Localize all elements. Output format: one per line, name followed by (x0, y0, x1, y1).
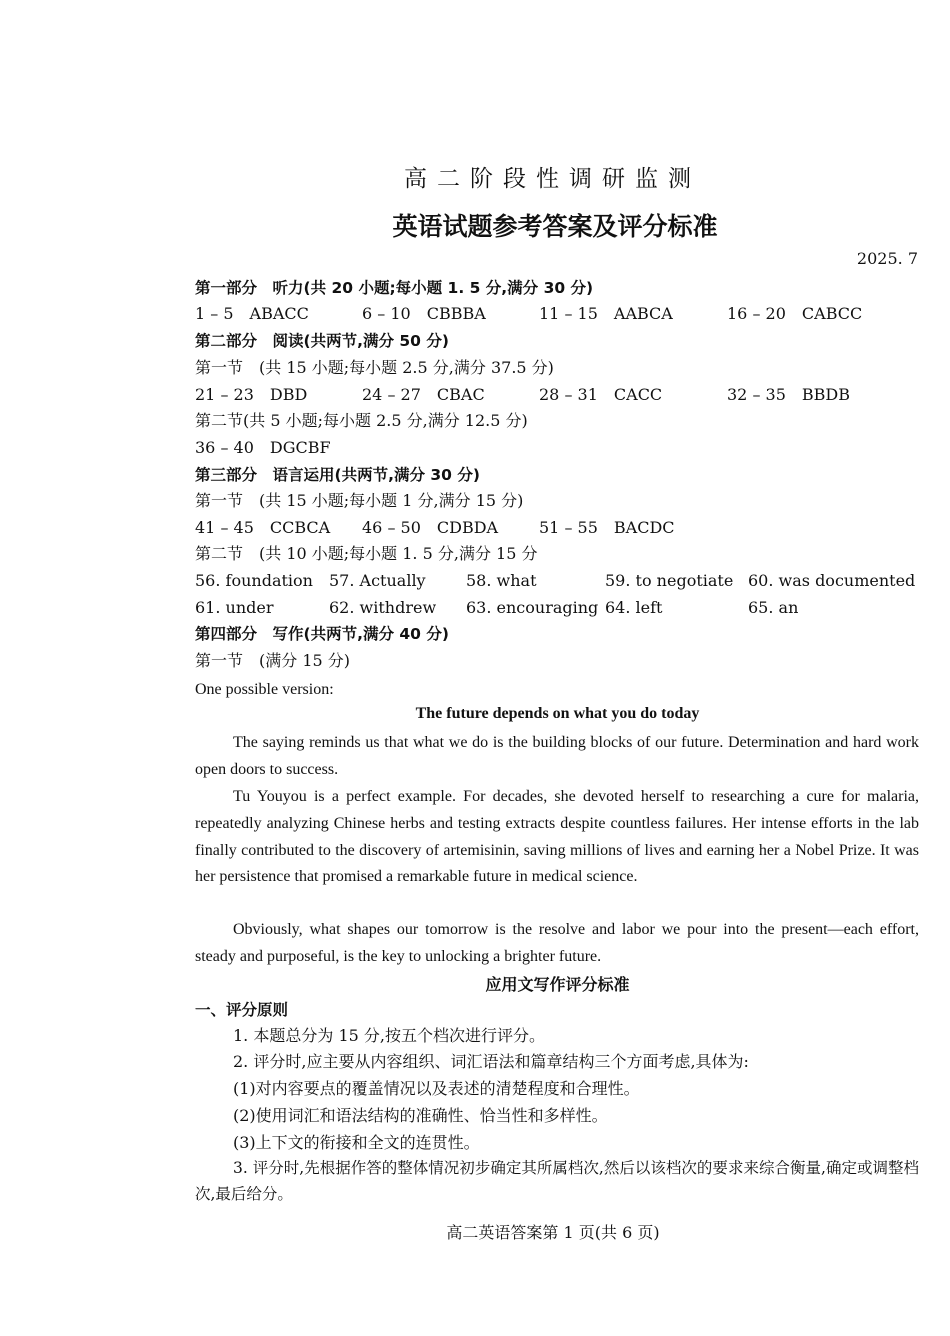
answer-group: 51 – 55 BACDC (539, 518, 675, 537)
sample-label: One possible version: (195, 681, 334, 698)
answer-group: 24 – 27 CBAC (362, 385, 485, 404)
criteria-item: (1)对内容要点的覆盖情况以及表述的清楚程度和合理性。 (233, 1079, 640, 1098)
part3-section2-heading: 第二节 (共 10 小题;每小题 1. 5 分,满分 15 分 (195, 544, 538, 563)
answer-group: 1 – 5 ABACC (195, 304, 309, 323)
essay-title: The future depends on what you do today (415, 705, 700, 722)
answer-group: 46 – 50 CDBDA (362, 518, 499, 537)
criteria-item: 3. 评分时,先根据作答的整体情况初步确定其所属档次,然后以该档次的要求来综合衡量,确定或调整档次,最后给分。 (195, 1159, 919, 1203)
fill-answer: 58. what (466, 571, 537, 590)
fill-answer: 56. foundation (195, 571, 313, 590)
fill-answer: 65. an (748, 598, 799, 617)
part1-heading: 第一部分 听力(共 20 小题;每小题 1. 5 分,满分 30 分) (195, 279, 594, 297)
criteria-item: (2)使用词汇和语法结构的准确性、恰当性和多样性。 (233, 1106, 608, 1125)
answer-group: 6 – 10 CBBBA (362, 304, 486, 323)
document-title: 英语试题参考答案及评分标准 (392, 212, 718, 241)
fill-answer: 61. under (195, 598, 274, 617)
essay-paragraph: The saying reminds us that what we do is the building blocks of our future. Determination and hard work open doors to success. (195, 734, 919, 778)
criteria-item: 1. 本题总分为 15 分,按五个档次进行评分。 (233, 1026, 545, 1045)
answer-group: 32 – 35 BBDB (727, 385, 850, 404)
essay-paragraph: Obviously, what shapes our tomorrow is the resolve and labor we pour into the present—each effort, steady and purposeful, is the key to unlocking a brighter future. (195, 921, 919, 965)
answer-group: 16 – 20 CABCC (727, 304, 863, 323)
part3-section1-heading: 第一节 (共 15 小题;每小题 1 分,满分 15 分) (195, 491, 524, 510)
fill-answer: 57. Actually (329, 571, 426, 590)
part2-section2-heading: 第二节(共 5 小题;每小题 2.5 分,满分 12.5 分) (195, 411, 528, 430)
page-footer: 高二英语答案第 1 页(共 6 页) (446, 1223, 660, 1242)
criteria-item: 2. 评分时,应主要从内容组织、词汇语法和篇章结构三个方面考虑,具体为: (233, 1052, 749, 1071)
fill-answer: 59. to negotiate (605, 571, 734, 590)
answer-group: 41 – 45 CCBCA (195, 518, 331, 537)
criteria-item: (3)上下文的衔接和全文的连贯性。 (233, 1133, 480, 1152)
part4-section1-heading: 第一节 (满分 15 分) (195, 651, 351, 670)
answer-group: 11 – 15 AABCA (539, 304, 673, 323)
fill-answer: 62. withdrew (329, 598, 437, 617)
fill-answer: 60. was documented (748, 571, 916, 590)
criteria-principle-heading: 一、评分原则 (195, 1001, 289, 1019)
answer-group: 21 – 23 DBD (195, 385, 308, 404)
criteria-title: 应用文写作评分标准 (485, 975, 630, 994)
essay-paragraph: Tu Youyou is a perfect example. For decades, she devoted herself to researching a cure for malaria, repeatedly analyzing Chinese herbs and testing extracts despite countless failures. Her intense efforts in the lab finally contributed to the discovery of artemisinin, saving millions of lives and earning her a Nobel Prize. It was her persistence that promised a remarkable future in medical science. (195, 788, 919, 886)
document-date: 2025. 7 (856, 249, 918, 268)
part2-section1-heading: 第一节 (共 15 小题;每小题 2.5 分,满分 37.5 分) (195, 358, 554, 377)
answer-group: 36 – 40 DGCBF (195, 438, 331, 457)
part4-heading: 第四部分 写作(共两节,满分 40 分) (195, 625, 449, 643)
exam-title: 高二阶段性调研监测 (404, 166, 701, 192)
answer-group: 28 – 31 CACC (539, 385, 663, 404)
fill-answer: 64. left (605, 598, 663, 617)
part3-heading: 第三部分 语言运用(共两节,满分 30 分) (195, 466, 480, 484)
part2-heading: 第二部分 阅读(共两节,满分 50 分) (195, 332, 449, 350)
fill-answer: 63. encouraging (466, 598, 599, 617)
